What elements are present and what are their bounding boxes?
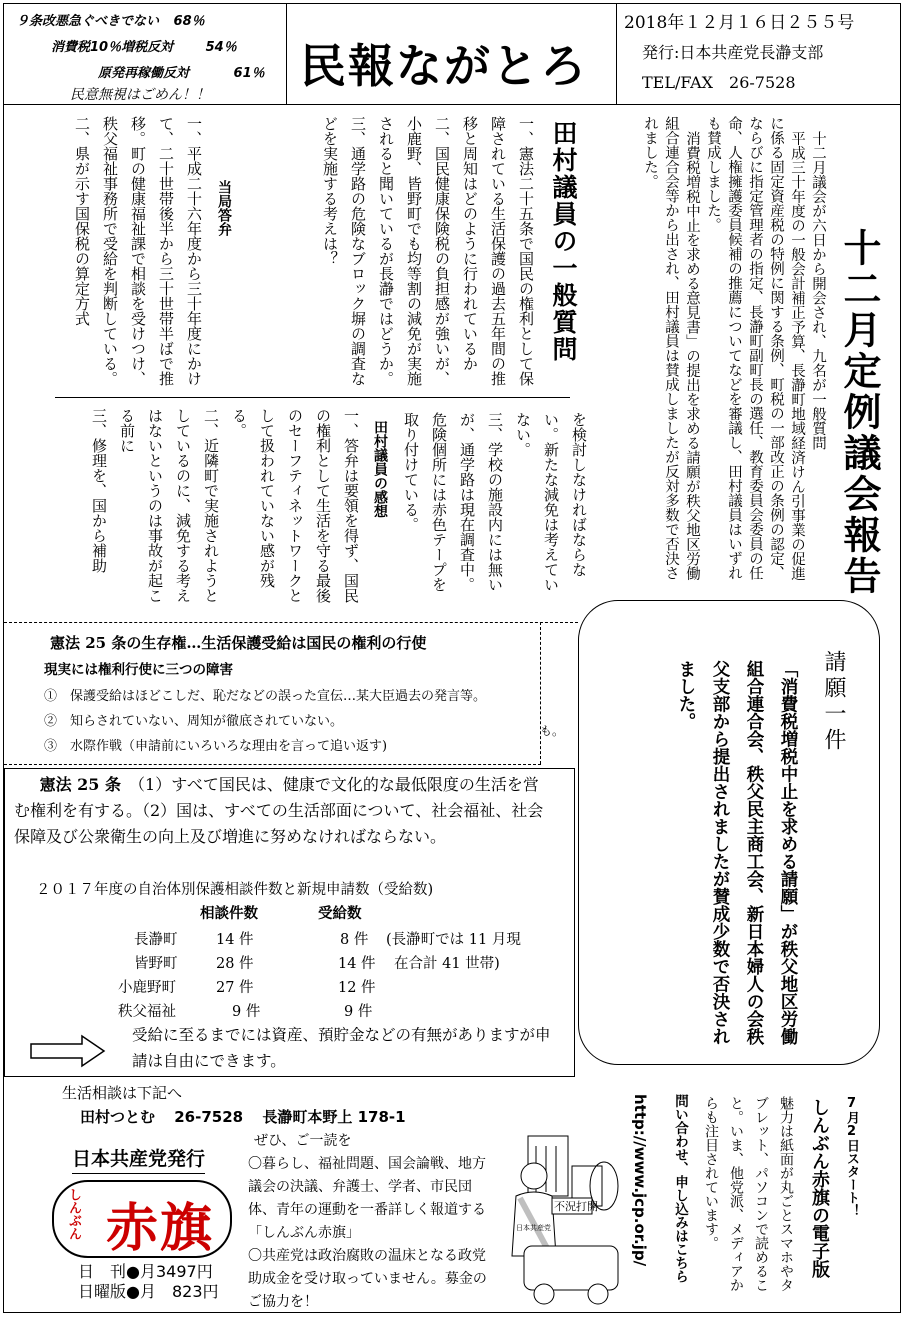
- poll-1: [16, 10, 205, 29]
- jcp-url-link[interactable]: http://www.jcp.or.jp/: [631, 1094, 649, 1267]
- table-caption: ２０１７年度の自治体別保護相談件数と新規申請数（受給数): [36, 882, 434, 898]
- akahata-logo-big: 赤旗: [106, 1199, 215, 1259]
- table-footnote: 受給に至るまでには資産、預貯金などの有無がありますが申請は自由にできます。: [132, 1026, 551, 1070]
- art25-item: ① 保護受給はほどこしだ、恥だなどの誤った宣伝…某大臣過去の発言等。: [44, 689, 487, 704]
- pitch-head: ぜひ、ご一読を: [254, 1133, 352, 1149]
- art25-subtitle: 現実には権利行使に三つの障害: [44, 662, 233, 678]
- akahata-logo: [52, 1180, 232, 1258]
- question-1: 一、憲法二十五条で国民の権利として保障されている生活保護の過去五年間の推移と周知はどのように行われているか: [461, 116, 535, 386]
- intro-p2: 平成三十年度の一般会計補正予算、長瀞町地域経済けん引事業の促進に係る固定資産税の特例に関する条例、町税の一部改正の条例の認定、ならびに指定管理者の指定、長瀞町副町長の選任、教育委員会委員の任命、人権擁護委員候補の推薦についてなどを審議し、田村議員はいずれも賛成しました。: [705, 116, 805, 580]
- poll-box: [6, 6, 284, 104]
- poll-3-value: 61％: [233, 66, 265, 81]
- akahata-pitch: [248, 1130, 496, 1314]
- comment-label: 田村議員の感想: [372, 420, 388, 518]
- issue-date: 2018年１２月１６日２５５号: [624, 13, 855, 33]
- consult-name: 田村つとむ: [80, 1108, 156, 1126]
- comment-3: 三、修理を、国から補助: [90, 408, 108, 573]
- art25-item: ③ 水際作戦（申請前にいろいろな理由を言って追い返す): [44, 739, 388, 754]
- petition-title: 請願一件: [821, 650, 846, 754]
- petition-text: 「消費税増税中止を求める請願」が秩父地区労働組合連合会、秩父民主商工会、新日本婦人の会秩父支部から提出されましたが賛成少数で否決されました。: [676, 660, 798, 1045]
- digital-contact: 問い合わせ、申し込みはこちら: [672, 1094, 688, 1283]
- campaigner-illustration-icon: [494, 1126, 622, 1310]
- answer-1: 一、平成二十六年度から三十年度にかけて、二十世帯後半から三十世帯半ばで推移。町の健康福祉課で相談を受けつけ、秩父福祉事務所で受給を判断している。: [101, 116, 203, 386]
- comment-2: 二、近隣町で実施されようとしているのに、減免する考えはないというのは事故が起こる前に: [118, 408, 220, 603]
- consult-label: 生活相談は下記へ: [62, 1084, 183, 1102]
- akahata-logo-small: しんぶん: [66, 1188, 81, 1240]
- question-title: 田村議員の一般質問: [549, 120, 578, 363]
- digital-title: しんぶん赤旗の電子版: [809, 1098, 830, 1278]
- consult-address: 長瀞町本野上 178-1: [262, 1108, 406, 1126]
- campaign-sign-1: 不況打開: [554, 1200, 598, 1213]
- issue-info: [624, 8, 898, 98]
- question-list: [260, 116, 540, 391]
- pitch-1: 〇暮らし、福祉問題、国会論戦、地方議会の決議、弁護士、学者、市民団体、青年の運動を一番詳しく報道する「しんぶん赤旗」: [248, 1156, 486, 1241]
- answer-3: 三、学校の施設内には無いが、通学路は現在調査中。危険個所には赤色テープを取り付けている。: [402, 412, 504, 592]
- table-row: 小鹿野町 27 件 12 件: [118, 980, 376, 996]
- akahata-issuer: 日本共産党発行: [72, 1144, 205, 1174]
- answer-2-cont: を検討しなければならない。新たな減免は考えていない。: [514, 412, 588, 592]
- poll-3-label: 原発再稼働反対: [98, 66, 190, 81]
- comment-list: [40, 408, 365, 603]
- answer-list: [30, 116, 208, 391]
- table-row: 長瀞町 14 件 8 件 (長瀞町では 11 月現: [134, 932, 521, 948]
- intro-p1: 十二月議会が六日から開会され、九名が一般質問: [810, 130, 826, 450]
- art25-items: [44, 684, 486, 759]
- poll-1-value: 68％: [173, 14, 205, 29]
- answer-cont: [402, 412, 593, 602]
- comment-tail: も。: [540, 724, 565, 738]
- price-sunday: 日曜版●月 823円: [78, 1282, 219, 1301]
- pitch-2: 〇共産党は政治腐敗の温床となる政党助成金を受け取っていません。募金のご協力を！: [248, 1248, 487, 1310]
- akahata-price: [78, 1262, 219, 1302]
- constitution-text: [14, 772, 554, 850]
- question-2: 二、国民健康保険税の負担感が強いが、小鹿野、皆野町でも均等割の減免が実施されると聞いているが長瀞ではどうか。: [377, 116, 451, 386]
- masthead-title: 民報ながとろ: [300, 39, 588, 93]
- digital-start: 7月2日スタート！: [844, 1096, 859, 1217]
- table-header-consult: 相談件数: [200, 905, 258, 922]
- consult-phone: 26-7528: [174, 1108, 244, 1126]
- campaign-sign-2: 日本共産党: [516, 1224, 551, 1232]
- poll-2-value: 54％: [205, 40, 237, 55]
- answer-2: 二、県が示す国保税の算定方式: [73, 116, 91, 326]
- answer-label: 当局答弁: [216, 180, 232, 236]
- poll-slogan: 民意無視はごめん！！: [70, 87, 210, 103]
- question-3: 三、通学路の危険なブロック塀の調査などを実施する考えは？: [321, 116, 367, 386]
- issue-publisher: 発行:日本共産党長瀞支部: [642, 43, 824, 62]
- table-row: 秩父福祉 9 件 9 件: [118, 1004, 373, 1020]
- table-row: 皆野町 28 件 14 件 在合計 41 世帯): [134, 956, 500, 972]
- price-daily: 日 刊●月3497円: [78, 1262, 213, 1281]
- arrow-right-icon: [30, 1034, 106, 1068]
- poll-3: [98, 62, 265, 81]
- constitution-body: （1）すべて国民は、健康で文化的な最低限度の生活を営む権利を有する。（2）国は、すべての生活部面について、社会福祉、社会保障及び公衆衛生の向上及び増進に努めなければならない。: [14, 775, 544, 846]
- table-header-receive: 受給数: [318, 905, 362, 922]
- digital-body: 魅力は紙面が丸ごとスマホやタブレット、パソコンで読めること。いま、他党派、メディアからも注目されています。: [703, 1096, 794, 1292]
- constitution-label: 憲法 25 条: [39, 775, 122, 794]
- petition-body: [600, 660, 805, 1050]
- intro-p3: 消費税増税中止を求める意見書」の提出を求める請願が秩父地区労働組合連合会等から出され、田村議員は賛成しましたが反対多数で否決されました。: [642, 116, 700, 580]
- comment-1: 一、答弁は要領を得ず、国民の権利として生活を守る最後のセーフティネットワークとして扱われていない感が残る。: [230, 408, 360, 603]
- poll-1-label: ９条改悪急ぐべきでない: [16, 14, 160, 29]
- art25-item: ② 知らされていない、周知が徹底されていない。: [44, 714, 344, 729]
- poll-2-label: 消費税10％増税反対: [51, 40, 174, 55]
- art25-title: 憲法 25 条の生存権…生活保護受給は国民の権利の行使: [50, 634, 427, 652]
- issue-contact: TEL/FAX 26-7528: [642, 73, 796, 92]
- consult-contact: [80, 1106, 406, 1127]
- intro-article: [639, 116, 828, 594]
- poll-2: [51, 36, 237, 55]
- main-headline: 十二月定例議会報告: [837, 228, 881, 597]
